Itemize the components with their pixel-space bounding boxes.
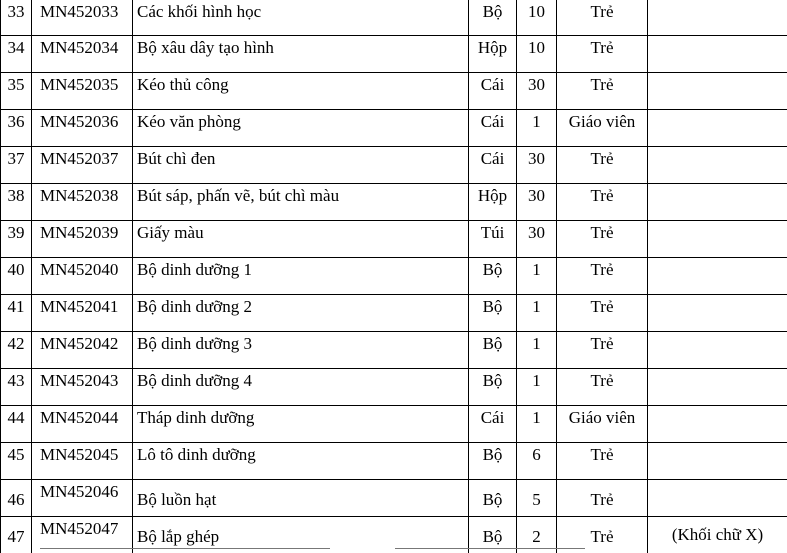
note-cell bbox=[648, 369, 787, 405]
item-name-cell: Bút sáp, phấn vẽ, bút chì màu bbox=[133, 184, 469, 220]
table-row bbox=[0, 258, 787, 295]
unit-cell: Bộ bbox=[469, 332, 517, 368]
table-row bbox=[0, 36, 787, 73]
note-cell bbox=[648, 0, 787, 35]
item-code-cell: MN452044 bbox=[32, 406, 133, 442]
quantity-cell: 5 bbox=[517, 480, 557, 516]
user-cell: Trẻ bbox=[557, 332, 648, 368]
row-number-cell: 40 bbox=[0, 258, 32, 294]
row-number-cell: 44 bbox=[0, 406, 32, 442]
user-cell: Trẻ bbox=[557, 295, 648, 331]
item-name-cell: Lô tô dinh dưỡng bbox=[133, 443, 469, 479]
quantity-cell: 30 bbox=[517, 147, 557, 183]
item-name-cell: Bộ dinh dưỡng 2 bbox=[133, 295, 469, 331]
table-row bbox=[0, 295, 787, 332]
table-row bbox=[0, 369, 787, 406]
item-code-cell: MN452046 bbox=[32, 480, 133, 516]
table-row bbox=[0, 480, 787, 517]
item-code-cell: MN452042 bbox=[32, 332, 133, 368]
bottom-edge-segment bbox=[395, 548, 585, 549]
row-number-cell: 46 bbox=[0, 480, 32, 516]
table-row bbox=[0, 73, 787, 110]
unit-cell: Bộ bbox=[469, 258, 517, 294]
user-cell: Trẻ bbox=[557, 369, 648, 405]
table-row bbox=[0, 332, 787, 369]
item-name-cell: Kéo văn phòng bbox=[133, 110, 469, 146]
user-cell: Trẻ bbox=[557, 0, 648, 35]
user-cell: Trẻ bbox=[557, 443, 648, 479]
row-number-cell: 47 bbox=[0, 517, 32, 553]
item-code-cell: MN452036 bbox=[32, 110, 133, 146]
item-name-cell: Bút chì đen bbox=[133, 147, 469, 183]
note-cell bbox=[648, 332, 787, 368]
note-cell bbox=[648, 73, 787, 109]
note-cell bbox=[648, 110, 787, 146]
note-cell bbox=[648, 406, 787, 442]
item-name-cell: Bộ luồn hạt bbox=[133, 480, 469, 516]
note-cell bbox=[648, 258, 787, 294]
row-number-cell: 34 bbox=[0, 36, 32, 72]
user-cell: Giáo viên bbox=[557, 406, 648, 442]
row-number-cell: 36 bbox=[0, 110, 32, 146]
table-row bbox=[0, 221, 787, 258]
row-number-cell: 43 bbox=[0, 369, 32, 405]
table-row bbox=[0, 147, 787, 184]
unit-cell: Hộp bbox=[469, 36, 517, 72]
item-name-cell: Tháp dinh dưỡng bbox=[133, 406, 469, 442]
quantity-cell: 1 bbox=[517, 406, 557, 442]
table-row bbox=[0, 110, 787, 147]
quantity-cell: 2 bbox=[517, 517, 557, 553]
table-row bbox=[0, 443, 787, 480]
item-code-cell: MN452040 bbox=[32, 258, 133, 294]
unit-cell: Bộ bbox=[469, 295, 517, 331]
row-number-cell: 33 bbox=[0, 0, 32, 35]
unit-cell: Cái bbox=[469, 73, 517, 109]
user-cell: Trẻ bbox=[557, 480, 648, 516]
quantity-cell: 1 bbox=[517, 110, 557, 146]
note-cell bbox=[648, 184, 787, 220]
item-code-cell: MN452041 bbox=[32, 295, 133, 331]
item-name-cell: Bộ dinh dưỡng 4 bbox=[133, 369, 469, 405]
unit-cell: Cái bbox=[469, 406, 517, 442]
row-number-cell: 41 bbox=[0, 295, 32, 331]
quantity-cell: 1 bbox=[517, 258, 557, 294]
row-number-cell: 38 bbox=[0, 184, 32, 220]
item-name-cell: Bộ dinh dưỡng 1 bbox=[133, 258, 469, 294]
note-cell bbox=[648, 480, 787, 516]
item-code-cell: MN452035 bbox=[32, 73, 133, 109]
item-code-cell: MN452037 bbox=[32, 147, 133, 183]
item-code-cell: MN452033 bbox=[32, 0, 133, 35]
quantity-cell: 1 bbox=[517, 369, 557, 405]
quantity-cell: 30 bbox=[517, 73, 557, 109]
row-number-cell: 39 bbox=[0, 221, 32, 257]
user-cell: Trẻ bbox=[557, 517, 648, 553]
item-name-cell: Kéo thủ công bbox=[133, 73, 469, 109]
quantity-cell: 1 bbox=[517, 295, 557, 331]
bottom-edge-segment bbox=[40, 548, 330, 549]
row-number-cell: 37 bbox=[0, 147, 32, 183]
note-cell bbox=[648, 295, 787, 331]
row-number-cell: 45 bbox=[0, 443, 32, 479]
table-row bbox=[0, 0, 787, 36]
row-number-cell: 42 bbox=[0, 332, 32, 368]
item-name-cell: Bộ dinh dưỡng 3 bbox=[133, 332, 469, 368]
item-code-cell: MN452047 bbox=[32, 517, 133, 553]
user-cell: Trẻ bbox=[557, 221, 648, 257]
quantity-cell: 30 bbox=[517, 184, 557, 220]
unit-cell: Bộ bbox=[469, 369, 517, 405]
note-cell bbox=[648, 147, 787, 183]
item-name-cell: Các khối hình học bbox=[133, 0, 469, 35]
user-cell: Trẻ bbox=[557, 73, 648, 109]
user-cell: Trẻ bbox=[557, 184, 648, 220]
quantity-cell: 10 bbox=[517, 36, 557, 72]
item-code-cell: MN452038 bbox=[32, 184, 133, 220]
unit-cell: Cái bbox=[469, 147, 517, 183]
quantity-cell: 6 bbox=[517, 443, 557, 479]
item-code-cell: MN452043 bbox=[32, 369, 133, 405]
row-number-cell: 35 bbox=[0, 73, 32, 109]
unit-cell: Bộ bbox=[469, 480, 517, 516]
unit-cell: Túi bbox=[469, 221, 517, 257]
table-row bbox=[0, 184, 787, 221]
user-cell: Giáo viên bbox=[557, 110, 648, 146]
item-code-cell: MN452034 bbox=[32, 36, 133, 72]
user-cell: Trẻ bbox=[557, 258, 648, 294]
unit-cell: Hộp bbox=[469, 184, 517, 220]
user-cell: Trẻ bbox=[557, 147, 648, 183]
note-cell bbox=[648, 443, 787, 479]
table-row bbox=[0, 406, 787, 443]
item-name-cell: Bộ lắp ghép bbox=[133, 517, 469, 553]
table-bottom-edge bbox=[0, 548, 787, 552]
user-cell: Trẻ bbox=[557, 36, 648, 72]
quantity-cell: 10 bbox=[517, 0, 557, 35]
item-code-cell: MN452045 bbox=[32, 443, 133, 479]
item-name-cell: Giấy màu bbox=[133, 221, 469, 257]
quantity-cell: 1 bbox=[517, 332, 557, 368]
unit-cell: Bộ bbox=[469, 517, 517, 553]
unit-cell: Bộ bbox=[469, 0, 517, 35]
note-cell bbox=[648, 221, 787, 257]
item-name-cell: Bộ xâu dây tạo hình bbox=[133, 36, 469, 72]
unit-cell: Bộ bbox=[469, 443, 517, 479]
quantity-cell: 30 bbox=[517, 221, 557, 257]
unit-cell: Cái bbox=[469, 110, 517, 146]
item-code-cell: MN452039 bbox=[32, 221, 133, 257]
note-cell bbox=[648, 36, 787, 72]
note-cell: (Khối chữ X) bbox=[671, 525, 764, 544]
